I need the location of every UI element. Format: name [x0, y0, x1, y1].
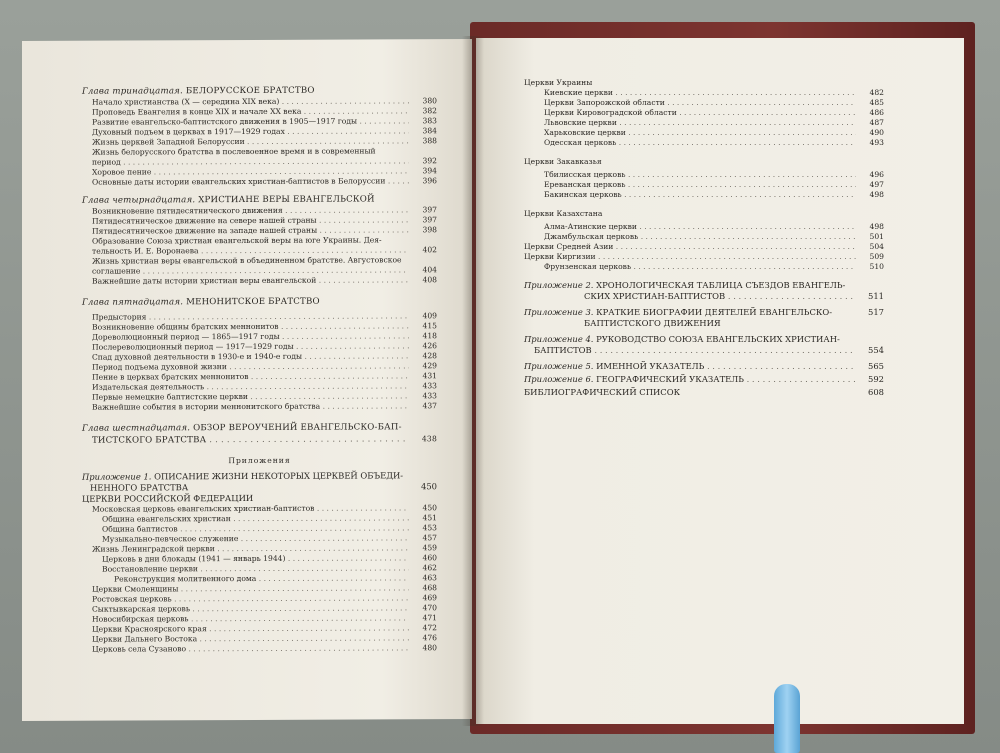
toc-entry-title: Период подъема духовной жизни . . . [92, 361, 409, 372]
chapter-15-list [82, 311, 437, 413]
caucasus-list [524, 170, 884, 200]
toc-entry-page: 470 [422, 603, 437, 613]
kirghizia-row: Церкви Киргизии . . . 509 [524, 252, 884, 262]
toc-entry-title: Спад духовной деятельности в 1930-е и 1940-е годы . . . [92, 351, 409, 362]
toc-entry-page: 402 [422, 245, 437, 255]
toc-entry-title: Начало христианства (X — середина XIX века) . . . [92, 96, 409, 107]
appendix-5-row: Приложение 5. ИМЕННОЙ УКАЗАТЕЛЬ . . . 565 [524, 361, 884, 372]
toc-entry-title: Церкви Кировоградской области . . . [544, 108, 856, 118]
toc-entry-title: Дореволюционный период — 1865—1917 годы . . . [92, 331, 409, 342]
kazakhstan-label: Церкви Казахстана [524, 209, 603, 218]
chapter-15-heading: Глава пятнадцатая. МЕНОНИТСКОЕ БРАТСТВО [82, 296, 320, 308]
left-toc [82, 77, 437, 655]
toc-entry-page: 485 [869, 98, 884, 107]
bibliography-row: БИБЛИОГРАФИЧЕСКИЙ СПИСОК 608 [524, 387, 884, 397]
toc-entry-title: Проповедь Евангелия в конце XIX и начале XX века . . . [92, 106, 409, 117]
toc-entry-title: Развитие евангельско-баптистского движения в 1905—1917 годы . . . [92, 116, 409, 127]
toc-entry-title: Важнейшие даты истории христиан веры евангельской . . . [92, 275, 409, 286]
toc-entry-title: Жизнь церквей Западной Белоруссии . . . [92, 136, 409, 147]
bookmark-ribbon [774, 684, 800, 753]
toc-entry-title: Алма-Атинские церкви . . . [544, 222, 856, 232]
toc-entry-title: соглашение . . . [92, 265, 409, 276]
toc-entry-title: Предыстория . . . [92, 311, 409, 322]
ukraine-label: Церкви Украины [524, 78, 593, 87]
toc-entry-page: 433 [422, 391, 437, 401]
toc-entry-page: 394 [422, 166, 437, 176]
toc-entry [524, 138, 884, 148]
central-asia-row: Церкви Средней Азии . . . 504 [524, 242, 884, 252]
toc-entry [524, 108, 884, 118]
toc-entry [82, 275, 437, 287]
toc-entry-title: Церкви Запорожской области . . . [544, 98, 856, 108]
toc-entry-page: 392 [422, 156, 437, 166]
chapter-14-heading: Глава четырнадцатая. ХРИСТИАНЕ ВЕРЫ ЕВАНГЕЛЬСКОЙ [82, 194, 375, 206]
ukraine-list [524, 88, 884, 148]
toc-entry-title: Издательская деятельность . . . [92, 381, 409, 392]
toc-entry-page: 426 [422, 341, 437, 351]
toc-entry-title: Церкви Смоленщины . . . [92, 583, 409, 594]
toc-entry [524, 222, 884, 232]
toc-entry-title: Церковь села Сузаново . . . [92, 643, 409, 654]
toc-entry-page: 460 [422, 553, 437, 563]
appendix-1-list [82, 503, 437, 655]
appendix-2-heading: Приложение 2. ХРОНОЛОГИЧЕСКАЯ ТАБЛИЦА СЪЕЗДОВ ЕВАНГЕЛЬ- СКИХ ХРИСТИАН-БАПТИСТОВ . . . 511 [524, 280, 884, 302]
toc-entry-title: Восстановление церкви . . . [102, 563, 409, 574]
toc-entry-page: 408 [422, 275, 437, 285]
book-gutter [462, 36, 484, 726]
toc-entry-title: Церковь в дни блокады (1941 — январь 1944) . . . [102, 553, 409, 564]
toc-entry-page: 451 [422, 513, 437, 523]
right-toc [524, 78, 884, 398]
toc-entry-page: 471 [422, 613, 437, 623]
toc-entry-page: 404 [422, 265, 437, 275]
toc-entry-page: 487 [869, 118, 884, 127]
toc-entry [82, 401, 437, 413]
toc-entry-title: Московская церковь евангельских христиан-баптистов . . . [92, 503, 409, 514]
chapter-16-heading: Глава шестнадцатая. ОБЗОР ВЕРОУЧЕНИЙ ЕВАНГЕЛЬСКО-БАП- ТИСТСКОГО БРАТСТВА . . . 438 [82, 421, 437, 447]
appendix-6-row: Приложение 6. ГЕОГРАФИЧЕСКИЙ УКАЗАТЕЛЬ . . . 592 [524, 374, 884, 385]
toc-entry-title: Хоровое пение . . . [92, 166, 409, 177]
toc-entry-page: 486 [869, 108, 884, 117]
toc-entry-page: 428 [422, 351, 437, 361]
toc-entry-page: 384 [422, 126, 437, 136]
toc-entry-title: Возникновение пятидесятнического движения . . . [92, 205, 409, 216]
toc-entry-title: Музыкально-певческое служение . . . [102, 533, 409, 544]
toc-entry-page: 431 [422, 371, 437, 381]
toc-entry-page: 469 [422, 593, 437, 603]
toc-entry-title: Церкви Красноярского края . . . [92, 623, 409, 634]
toc-entry-title: Джамбульская церковь . . . [544, 232, 856, 242]
kazakhstan-list [524, 222, 884, 242]
toc-entry-title: Церкви Дальнего Востока . . . [92, 633, 409, 644]
toc-entry-title: Пение в церквах братских меннонитов . . . [92, 371, 409, 382]
toc-entry-title: Ереванская церковь . . . [544, 180, 856, 190]
toc-entry-page: 463 [422, 573, 437, 583]
toc-entry-page: 498 [869, 222, 884, 231]
toc-entry-title: Пятидесятническое движение на севере нашей страны . . . [92, 215, 409, 226]
toc-entry-title: Послереволюционный период — 1917—1929 годы . . . [92, 341, 409, 352]
toc-entry-title: Харьковские церкви . . . [544, 128, 856, 138]
toc-entry-page: 490 [869, 128, 884, 137]
toc-entry-title: Сыктывкарская церковь . . . [92, 603, 409, 614]
toc-entry-page: 397 [422, 215, 437, 225]
toc-entry-title: Киевские церкви . . . [544, 88, 856, 98]
toc-entry-page: 397 [422, 205, 437, 215]
toc-entry [524, 128, 884, 138]
toc-entry [82, 176, 437, 188]
toc-entry-title: Возникновение общины братских меннонитов . . . [92, 321, 409, 332]
chapter-13-list [82, 96, 437, 188]
toc-entry-title: Одесская церковь . . . [544, 138, 856, 148]
toc-entry [524, 88, 884, 98]
toc-entry [524, 118, 884, 128]
chapter-14-list [82, 205, 437, 287]
toc-entry-page: 476 [422, 633, 437, 643]
toc-entry [82, 643, 437, 655]
toc-entry-page: 409 [422, 311, 437, 321]
toc-entry-page: 482 [869, 88, 884, 97]
frunze-row: Фрунзенская церковь . . . 510 [524, 262, 884, 272]
toc-entry-title: Первые немецкие баптистские церкви . . . [92, 391, 409, 402]
toc-entry-page: 383 [422, 116, 437, 126]
toc-entry-title: Важнейшие события в истории меннонитского братства . . . [92, 401, 409, 412]
toc-entry-page: 429 [422, 361, 437, 371]
appendix-4-heading: Приложение 4. РУКОВОДСТВО СОЮЗА ЕВАНГЕЛЬСКИХ ХРИСТИАН- БАПТИСТОВ . . . 554 [524, 334, 884, 356]
toc-entry-page: 382 [422, 106, 437, 116]
toc-entry-title: Основные даты истории евангельских христиан-баптистов в Белоруссии . . . [92, 176, 409, 187]
toc-entry-page: 398 [422, 225, 437, 235]
toc-entry-page: 433 [422, 381, 437, 391]
toc-entry-title: Тбилисская церковь . . . [544, 170, 856, 180]
toc-entry-page: 498 [869, 190, 884, 199]
toc-entry [524, 190, 884, 200]
toc-entry-title: Новосибирская церковь . . . [92, 613, 409, 624]
toc-entry-page: 457 [422, 533, 437, 543]
toc-entry-title: Львовские церкви . . . [544, 118, 856, 128]
toc-entry [524, 180, 884, 190]
toc-entry-title: период . . . [92, 156, 409, 167]
toc-entry-title: Жизнь Ленинградской церкви . . . [92, 543, 409, 554]
toc-entry-title: Жизнь христиан веры евангельской в объединенном братстве. Августовское [92, 255, 402, 266]
right-page [476, 38, 964, 724]
toc-entry-title: Ростовская церковь . . . [92, 593, 409, 604]
toc-entry-page: 388 [422, 136, 437, 146]
toc-entry-page: 496 [869, 170, 884, 179]
toc-entry-page: 418 [422, 331, 437, 341]
toc-entry-page: 450 [422, 503, 437, 513]
toc-entry-page: 453 [422, 523, 437, 533]
toc-entry [524, 232, 884, 242]
toc-entry-page: 497 [869, 180, 884, 189]
toc-entry-page: 380 [422, 96, 437, 106]
toc-entry-title: Община баптистов . . . [102, 523, 409, 534]
toc-entry-page: 459 [422, 543, 437, 553]
toc-entry-page: 493 [869, 138, 884, 147]
toc-entry-title: Жизнь белорусского братства в послевоенное время и в современный [92, 146, 376, 157]
toc-entry-page: 462 [422, 563, 437, 573]
toc-entry-title: Реконструкция молитвенного дома . . . [114, 573, 409, 584]
toc-entry [524, 98, 884, 108]
toc-entry-page: 501 [869, 232, 884, 241]
chapter-13-heading: Глава тринадцатая. БЕЛОРУССКОЕ БРАТСТВО [82, 85, 315, 97]
toc-entry-page: 437 [422, 401, 437, 411]
russian-federation-section: ЦЕРКВИ РОССИЙСКОЙ ФЕДЕРАЦИИ [82, 492, 254, 504]
toc-entry [524, 170, 884, 180]
toc-entry-title: Пятидесятническое движение на западе нашей страны . . . [92, 225, 409, 236]
toc-entry-title: Бакинская церковь . . . [544, 190, 856, 200]
toc-entry-title: Образование Союза христиан евангельской веры на юге Украины. Дея- [92, 235, 382, 246]
toc-entry-page: 468 [422, 583, 437, 593]
toc-entry-title: Община евангельских христиан . . . [102, 513, 409, 524]
toc-entry-page: 480 [422, 643, 437, 653]
left-page [22, 39, 472, 721]
toc-entry-title: Духовный подъем в церквах в 1917—1929 годах . . . [92, 126, 409, 137]
appendix-3-heading: Приложение 3. КРАТКИЕ БИОГРАФИИ ДЕЯТЕЛЕЙ ЕВАНГЕЛЬСКО- 517 БАПТИСТСКОГО ДВИЖЕНИЯ [524, 307, 884, 328]
caucasus-label: Церкви Закавказья [524, 157, 602, 166]
appendix-1-heading: Приложение 1. ОПИСАНИЕ ЖИЗНИ НЕКОТОРЫХ ЦЕРКВЕЙ ОБЪЕДИ- НЕННОГО БРАТСТВА 450 ЦЕРКВИ РОССИЙСКОЙ ФЕДЕРАЦИИ [82, 470, 437, 504]
toc-entry-title: тельность И. Е. Воронаева . . . [92, 245, 409, 256]
toc-entry-page: 472 [422, 623, 437, 633]
appendices-label: Приложения [228, 455, 291, 466]
toc-entry-page: 415 [422, 321, 437, 331]
toc-entry-page: 396 [422, 176, 437, 186]
